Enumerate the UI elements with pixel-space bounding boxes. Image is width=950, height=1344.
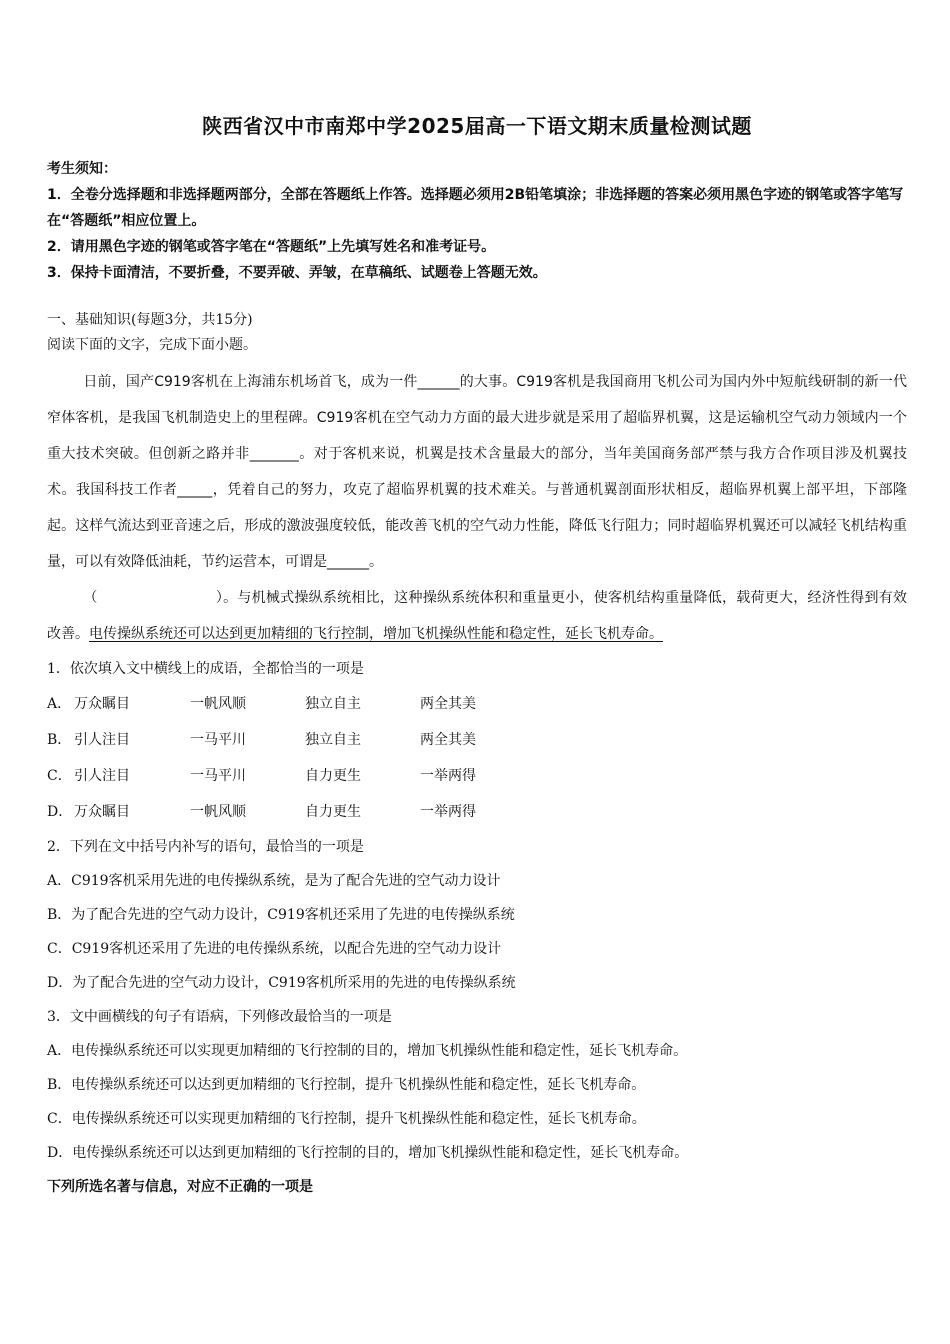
option-idiom-2: 一帆风顺 xyxy=(190,696,246,712)
bracket-open: （ xyxy=(83,590,98,606)
option-label: D． xyxy=(47,804,73,820)
bracket-close-text: ）。与机械式操纵系统相比，这种操纵系统体积和重量更小，使客机结构重量降低，载荷更大，经济性得到有效改善。 xyxy=(47,590,908,642)
section-heading: 一、基础知识(每题3分，共15分) xyxy=(47,312,253,328)
option-idiom-4: 两全其美 xyxy=(420,696,476,712)
notice-block xyxy=(47,156,907,286)
option-label: B． xyxy=(47,732,72,748)
option-idiom-3: 独立自主 xyxy=(305,732,361,748)
notice-item-1: 1．全卷分选择题和非选择题两部分，全部在答题纸上作答。选择题必须用2B铅笔填涂；非选择题的答案必须用黑色字迹的钢笔或答字笔写在“答题纸”相应位置上。 xyxy=(47,187,904,229)
question-stem: 3．文中画横线的句子有语病，下列修改最恰当的一项是 xyxy=(47,1009,392,1025)
option-idiom-4: 一举两得 xyxy=(420,804,476,820)
notice-heading: 考生须知： xyxy=(47,161,117,177)
question-3 xyxy=(47,1000,907,1170)
option-idiom-2: 一马平川 xyxy=(190,768,246,784)
option-idiom-2: 一马平川 xyxy=(190,732,246,748)
option-idiom-3: 自力更生 xyxy=(305,768,361,784)
exam-page xyxy=(47,110,907,1204)
option-idiom-1: 万众瞩目 xyxy=(74,696,130,712)
option-b xyxy=(47,722,907,758)
question-1 xyxy=(47,652,907,830)
question-4-stem: 下列所选名著与信息，对应不正确的一项是 xyxy=(47,1179,313,1195)
option-idiom-2: 一帆风顺 xyxy=(190,804,246,820)
option-idiom-4: 一举两得 xyxy=(420,768,476,784)
option-d: D．电传操纵系统还可以达到更加精细的飞行控制的目的，增加飞机操纵性能和稳定性，延长飞机寿命。 xyxy=(47,1145,689,1161)
option-idiom-1: 万众瞩目 xyxy=(74,804,130,820)
option-d: D．为了配合先进的空气动力设计，C919客机所采用的先进的电传操纵系统 xyxy=(47,975,516,991)
option-c: C．C919客机还采用了先进的电传操纵系统，以配合先进的空气动力设计 xyxy=(47,941,502,957)
option-d xyxy=(47,794,907,830)
option-label: A． xyxy=(47,696,72,712)
notice-item-2: 2．请用黑色字迹的钢笔或答字笔在“答题纸”上先填写姓名和准考证号。 xyxy=(47,239,496,255)
option-idiom-3: 自力更生 xyxy=(305,804,361,820)
question-stem: 1．依次填入文中横线上的成语，全都恰当的一项是 xyxy=(47,661,364,677)
question-2 xyxy=(47,830,907,1000)
option-b: B．电传操纵系统还可以达到更加精细的飞行控制，提升飞机操纵性能和稳定性，延长飞机寿命。 xyxy=(47,1077,646,1093)
reading-passage-continued xyxy=(47,580,907,652)
option-idiom-3: 独立自主 xyxy=(305,696,361,712)
section-intro: 阅读下面的文字，完成下面小题。 xyxy=(47,337,257,353)
option-label: C． xyxy=(47,768,72,784)
option-a: A．电传操纵系统还可以实现更加精细的飞行控制的目的，增加飞机操纵性能和稳定性，延长飞机寿命。 xyxy=(47,1043,688,1059)
option-a xyxy=(47,686,907,722)
underlined-sentence: 电传操纵系统还可以达到更加精细的飞行控制，增加飞机操纵性能和稳定性，延长飞机寿命。 xyxy=(89,626,663,642)
option-c: C．电传操纵系统还可以实现更加精细的飞行控制，提升飞机操纵性能和稳定性，延长飞机寿命。 xyxy=(47,1111,646,1127)
question-stem: 2．下列在文中括号内补写的语句，最恰当的一项是 xyxy=(47,839,364,855)
option-idiom-1: 引人注目 xyxy=(74,732,130,748)
option-b: B．为了配合先进的空气动力设计，C919客机还采用了先进的电传操纵系统 xyxy=(47,907,515,923)
page-title: 陕西省汉中市南郑中学2025届高一下语文期末质量检测试题 xyxy=(202,114,752,138)
option-c xyxy=(47,758,907,794)
option-idiom-4: 两全其美 xyxy=(420,732,476,748)
reading-passage: 日前，国产C919客机在上海浦东机场首飞，成为一件______的大事。C919客机是我国商用飞机公司为国内外中短航线研制的新一代窄体客机，是我国飞机制造史上的里程碑。C919客机在空气动力方面的最大进步就是采用了超临界机翼，这是运输机空气动力领域内一个重大技术突破。但创新之路并非_______。对于客机来说，机翼是技术含量最大的部分，当年美国商务部严禁与我方合作项目涉及机翼技术。我国科技工作者_____，凭着自己的努力，攻克了超临界机翼的技术难关。与普通机翼剖面形状相反，超临界机翼上部平坦，下部隆起。这样气流达到亚音速之后，形成的激波强度较低，能改善飞机的空气动力性能，降低飞行阻力；同时超临界机翼还可以减轻飞机结构重量，可以有效降低油耗，节约运营本，可谓是______。 xyxy=(47,374,907,570)
option-idiom-1: 引人注目 xyxy=(74,768,130,784)
option-a: A．C919客机采用先进的电传操纵系统，是为了配合先进的空气动力设计 xyxy=(47,873,501,889)
notice-item-3: 3．保持卡面清洁，不要折叠，不要弄破、弄皱，在草稿纸、试题卷上答题无效。 xyxy=(47,265,547,281)
